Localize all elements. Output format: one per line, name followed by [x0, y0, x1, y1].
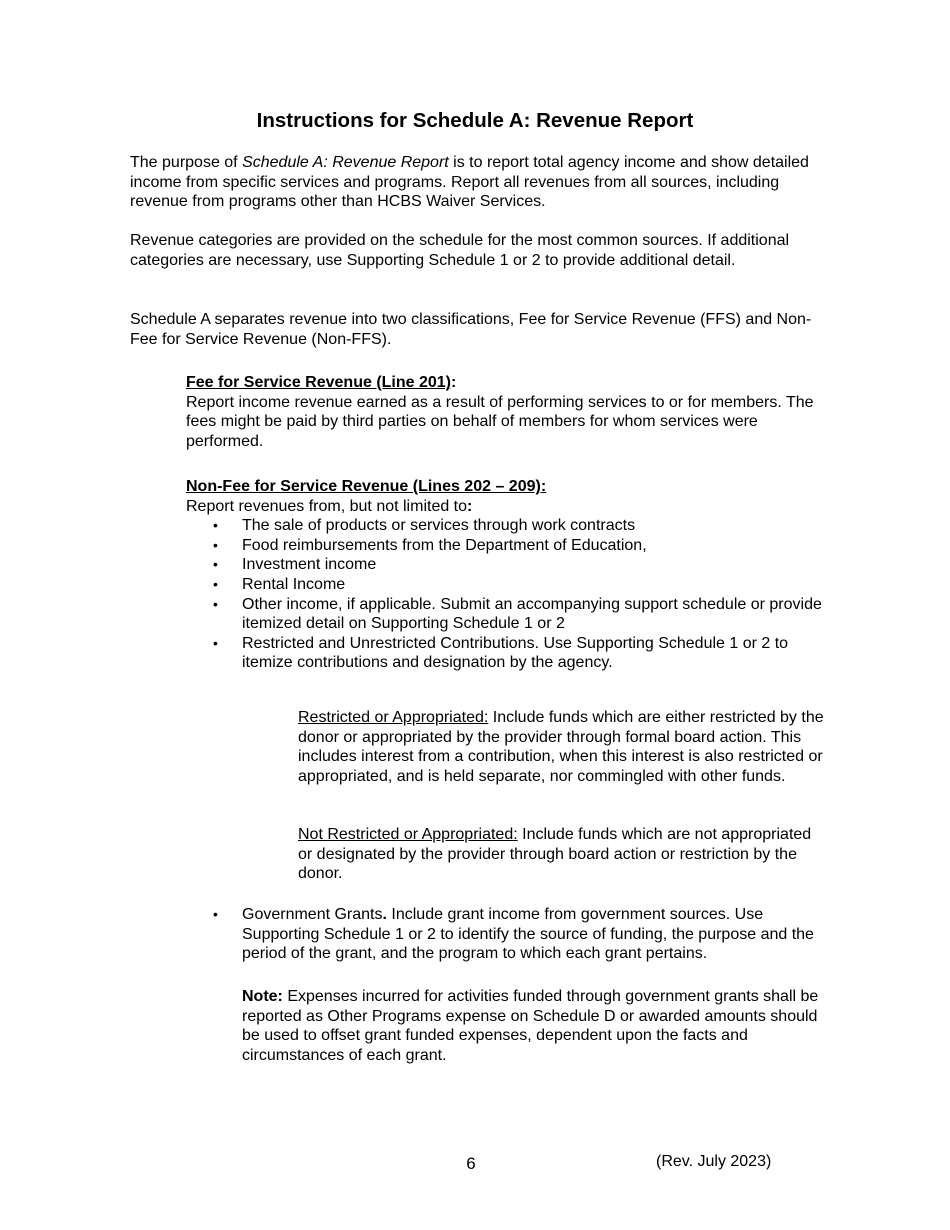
list-item [186, 555, 826, 575]
schedule-name: Schedule A: Revenue Report [242, 154, 449, 171]
page-title: Instructions for Schedule A: Revenue Report [256, 109, 694, 132]
bullet-icon: • [213, 517, 218, 534]
nonffs-intro-colon: : [467, 497, 473, 515]
government-label: Government Grants [242, 906, 383, 923]
ffs-heading-text: Fee for Service Revenue (Line 201) [186, 374, 451, 391]
ffs-section [186, 373, 826, 451]
ffs-body: Report income revenue earned as a result of performing services to or for members. The fees might be paid by third parties on behalf of members for whom services were performed. [186, 393, 814, 450]
nonffs-intro [186, 497, 826, 517]
intro-paragraph-classifications: Schedule A separates revenue into two classifications, Fee for Service Revenue (FFS) and Non-Fee for Service Revenue (Non-FFS). [130, 311, 812, 348]
list-item-text: The sale of products or services through work contracts [242, 517, 636, 535]
intro-text: The purpose of [130, 154, 243, 171]
bullet-icon: • [213, 906, 218, 922]
bullet-icon: • [213, 556, 218, 573]
list-item [186, 516, 826, 536]
nonffs-heading-text: Non-Fee for Service Revenue (Lines 202 – 209): [186, 478, 547, 495]
list-item-text: Food reimbursements from the Department of Education, [242, 536, 647, 554]
note-paragraph [242, 987, 822, 1065]
not-restricted-text: Include funds which are not appropriated or designated by the provider through board action or restriction by the donor. [298, 826, 812, 883]
government-grants-section [186, 905, 826, 964]
not-restricted-paragraph [298, 825, 828, 884]
government-text: Include grant income from government sources. Use Supporting Schedule 1 or 2 to identify the source of funding, the purpose and the period of the grant, and the program to which each grant pertains. [242, 906, 814, 963]
restricted-paragraph [298, 708, 828, 786]
list-item-text: Rental Income [242, 575, 346, 593]
list-item [186, 536, 826, 556]
revision-date: (Rev. July 2023) [656, 1153, 772, 1170]
nonffs-heading [186, 477, 826, 497]
intro-paragraph-purpose [130, 153, 830, 212]
nonffs-section [186, 477, 826, 673]
list-item-text: Investment income [242, 556, 377, 574]
bullet-icon: • [213, 575, 218, 592]
page-number: 6 [466, 1154, 476, 1173]
not-restricted-label: Not Restricted or Appropriated: [298, 826, 518, 843]
intro-text: is to report total agency income and show detailed income from specific services and programs. Report all revenues from all sources, including revenue from programs other than HCBS Waiver Services. [130, 154, 809, 211]
intro-paragraph-categories: Revenue categories are provided on the schedule for the most common sources. If additional categories are necessary, use Supporting Schedule 1 or 2 to provide additional detail. [130, 232, 790, 269]
note-text: Expenses incurred for activities funded through government grants shall be reported as Other Programs expense on Schedule D or awarded amounts should be used to offset grant funded expenses, dependent upon the facts and circumstances of each grant. [242, 988, 819, 1064]
government-label-dot: . [382, 906, 387, 923]
list-item-text: Other income, if applicable. Submit an accompanying support schedule or provide itemized detail on Supporting Schedule 1 or 2 [242, 595, 822, 633]
bullet-icon: • [213, 634, 218, 651]
nonffs-intro-text: Report revenues from, but not limited to [186, 497, 468, 515]
government-bullet-list [186, 905, 826, 964]
note-label: Note: [242, 988, 283, 1005]
list-item [186, 575, 826, 595]
ffs-heading-colon: : [451, 374, 457, 391]
list-item-text: Restricted and Unrestricted Contributions. Use Supporting Schedule 1 or 2 to itemize contributions and designation by the agency. [242, 634, 789, 672]
list-item [186, 634, 826, 673]
list-item [186, 905, 826, 964]
bullet-icon: • [213, 536, 218, 553]
list-item [186, 595, 826, 634]
bullet-icon: • [213, 595, 218, 612]
ffs-heading [186, 373, 826, 393]
restricted-label: Restricted or Appropriated: [298, 709, 489, 726]
nonffs-bullet-list [186, 516, 826, 673]
restricted-text: Include funds which are either restricted by the donor or appropriated by the provider through formal board action. This includes interest from a contribution, when this interest is also restricted or appropriated, and is held separate, nor commingled with other funds. [298, 709, 824, 785]
